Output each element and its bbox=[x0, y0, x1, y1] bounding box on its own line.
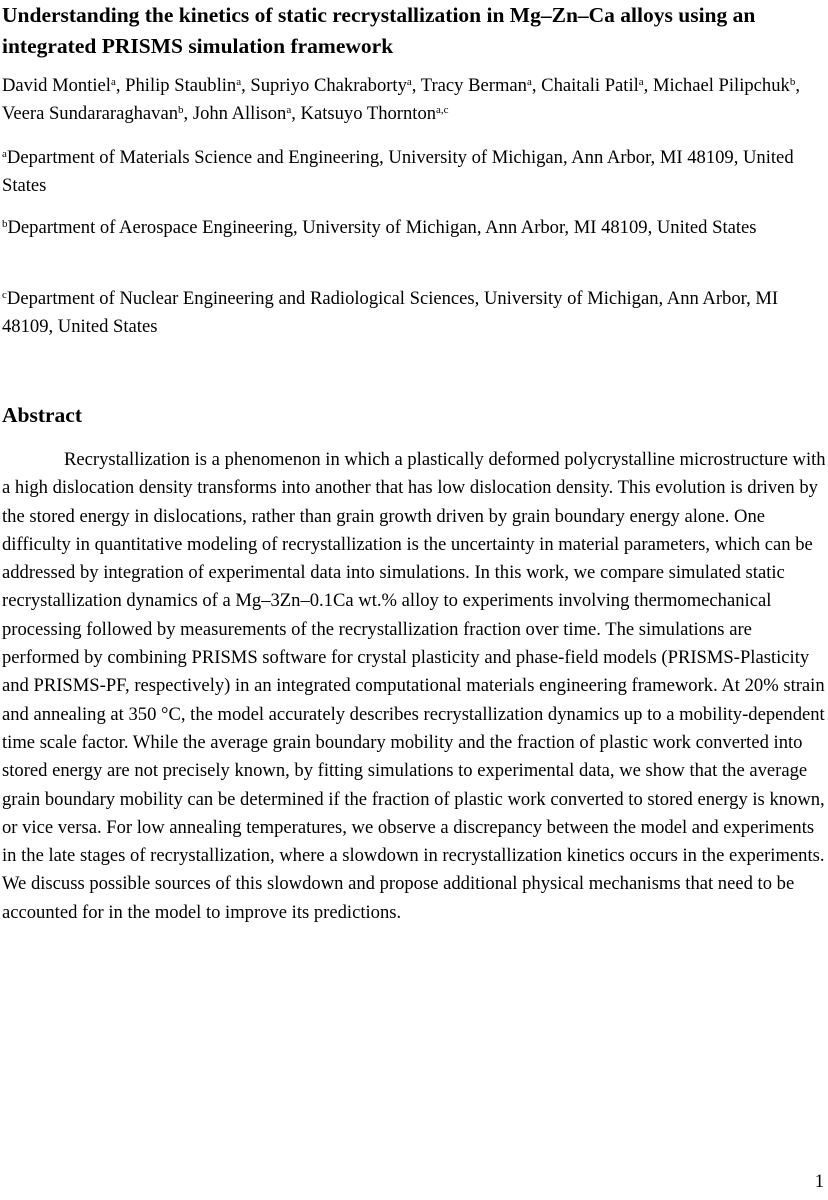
author: Michael Pilipchuk$^b$ bbox=[652, 75, 796, 96]
affiliation-b: $^b$Department of Aerospace Engineering, University of Michigan, Ann Arbor, MI 48109, United States bbox=[2, 217, 757, 238]
abstract-heading: Abstract bbox=[2, 403, 83, 427]
author: David Montiel$^a$ bbox=[2, 75, 116, 96]
author: Chaitali Patil$^a$ bbox=[541, 75, 644, 96]
paper-title: Understanding the kinetics of static recrystallization in Mg–Zn–Ca alloys using an integrated PRISMS simulation framework bbox=[2, 3, 756, 58]
author: Tracy Berman$^a$ bbox=[420, 75, 532, 96]
affiliation-a: $^a$Department of Materials Science and Engineering, University of Michigan, Ann Arbor, MI 48109, United States bbox=[2, 147, 794, 196]
author: Veera Sundararaghavan$^b$ bbox=[2, 103, 184, 124]
author: Philip Staublin$^a$ bbox=[125, 75, 242, 96]
affiliation-c: $^c$Department of Nuclear Engineering and Radiological Sciences, University of Michigan, Ann Arbor, MI 48109, United States bbox=[2, 288, 779, 337]
author: Katsuyo Thornton$^{a,c}$ bbox=[300, 103, 449, 124]
author: Supriyo Chakraborty$^a$ bbox=[250, 75, 412, 96]
author-list: David Montiel$^a$, Philip Staublin$^a$, Supriyo Chakraborty$^a$, Tracy Berman$^a$, Chaitali Patil$^a$, Michael Pilipchuk$^b$, Veera Sundararaghavan$^b$, John Allison$^a$, Katsuyo Thornton$^{a,c}$ bbox=[2, 75, 800, 124]
abstract-text: Recrystallization is a phenomenon in which a plastically deformed polycrystalline microstructure with a high dislocation density transforms into another that has low dislocation density. This evolution is driven by the stored energy in dislocations, rather than grain growth driven by grain boundary energy alone. One difficulty in quantitative modeling of recrystallization is the uncertainty in material parameters, which can be addressed by integration of experimental data into simulations. In this work, we compare simulated static recrystallization dynamics of a Mg–3Zn–0.1Ca wt.% alloy to experiments involving thermomechanical processing followed by measurements of the recrystallization fraction over time. The simulations are performed by combining PRISMS software for crystal plasticity and phase-field models (PRISMS-Plasticity and PRISMS-PF, respectively) in an integrated computational materials engineering framework. At 20% strain and annealing at 350 °C, the model accurately describes recrystallization dynamics up to a mobility-dependent time scale factor. While the average grain boundary mobility and the fraction of plastic work converted into stored energy are not precisely known, by fitting simulations to experimental data, we show that the average grain boundary mobility can be determined if the fraction of plastic work converted to stored energy is known, or vice versa. For low annealing temperatures, we observe a discrepancy between the model and experiments in the late stages of recrystallization, where a slowdown in recrystallization kinetics occurs in the experiments. We discuss possible sources of this slowdown and propose additional physical mechanisms that need to be accounted for in the model to improve its predictions. bbox=[2, 449, 826, 923]
page-number: 1 bbox=[814, 1171, 824, 1192]
author: John Allison$^a$ bbox=[192, 103, 292, 124]
